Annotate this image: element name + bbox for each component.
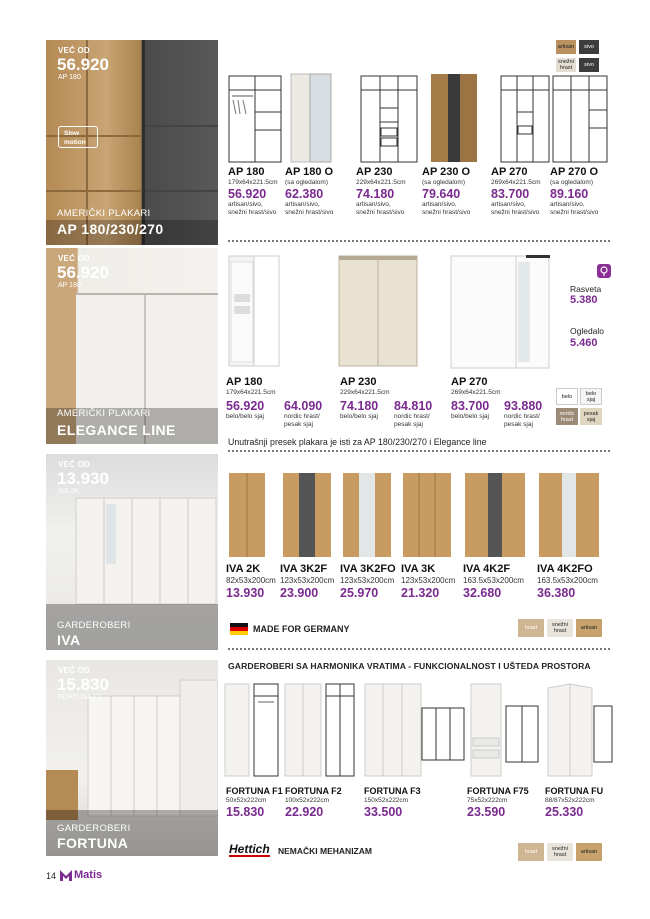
- product-color: snežni hrast/sivo: [491, 208, 540, 216]
- product-price: 56.920: [228, 187, 267, 201]
- section-divider: [228, 240, 610, 242]
- product-name: IVA 3K2F: [280, 563, 328, 575]
- brand-name: Matis: [74, 869, 103, 881]
- product-price: 25.330: [545, 805, 584, 819]
- product-dims: 50x52x222cm: [226, 797, 267, 804]
- product-fortuna-f1: [226, 786, 283, 819]
- product-dims: 100x52x222cm: [285, 797, 330, 804]
- fortuna-f2-drawing: [284, 682, 356, 778]
- germany-flag-icon: [230, 623, 248, 635]
- product-name: IVA 4K2FO: [537, 563, 593, 575]
- product-name: FORTUNA FU: [545, 786, 604, 796]
- product-color: artisan/sivo,: [356, 201, 391, 208]
- light-label: Rasveta: [570, 284, 602, 294]
- product-ap180: [228, 166, 278, 216]
- product-price: 32.680: [463, 586, 502, 600]
- product-dims: 229x64x221.5cm: [356, 179, 406, 186]
- product-ap270o: [550, 166, 598, 216]
- product-color: nordic hrast/: [394, 413, 430, 420]
- swatch-nordic-hrast: nordic hrast: [556, 408, 578, 425]
- category-label: AMERIČKI PLAKARI: [57, 408, 151, 419]
- product-name: AP 180: [226, 376, 263, 388]
- product-name: AP 180: [228, 166, 265, 178]
- iva-3k-photo: [402, 472, 452, 558]
- product-name: IVA 3K2FO: [340, 563, 396, 575]
- product-color: belo/belo sjaj: [340, 413, 378, 420]
- elegance-ap270: [451, 376, 501, 396]
- slow-motion-badge: Slow motion: [58, 126, 98, 148]
- from-price: 56.920: [57, 263, 109, 282]
- product-color: belo/belo sjaj: [451, 413, 489, 420]
- section-divider: [228, 450, 610, 452]
- elegance-ap230-white: [340, 398, 378, 421]
- made-for-germany: MADE FOR GERMANY: [253, 624, 350, 634]
- product-price: 23.900: [280, 586, 319, 600]
- from-model: AP 180: [58, 282, 81, 289]
- swatch-pesak-sjaj: pesak sjaj: [580, 408, 602, 425]
- product-dims: (sa ogledalom): [422, 179, 465, 186]
- category-label: GARDEROBERI: [57, 620, 131, 631]
- product-name: FORTUNA F75: [467, 786, 529, 796]
- product-iva-3k: [401, 563, 455, 600]
- product-name: IVA 3K: [401, 563, 436, 575]
- product-color: pesak sjaj: [504, 420, 533, 428]
- product-name: AP 270: [451, 376, 488, 388]
- elegance-ap270-photo: [450, 252, 550, 370]
- from-price: 56.920: [57, 55, 109, 74]
- ap180o-photo: [290, 72, 332, 164]
- ap270o-interior-drawing: [552, 72, 608, 164]
- product-name: IVA 2K: [226, 563, 261, 575]
- light-price: 5.380: [570, 294, 598, 306]
- product-name: FORTUNA F3: [364, 786, 421, 796]
- from-label: VEĆ OD: [58, 254, 90, 263]
- product-price: 25.970: [340, 586, 379, 600]
- product-fortuna-fu: [545, 786, 603, 819]
- product-color: nordic hrast/: [284, 413, 320, 420]
- product-dims: 163.5x53x200cm: [463, 576, 524, 585]
- product-dims: 75x52x222cm: [467, 797, 508, 804]
- interior-note: Unutrašnji presek plakara je isti za AP 180/230/270 i Elegance line: [228, 437, 487, 447]
- swatch-artisan: artisan: [576, 619, 602, 637]
- elegance-ap230-photo: [338, 254, 418, 368]
- product-name: AP 270 O: [550, 166, 599, 178]
- product-price: 74.180: [356, 187, 395, 201]
- product-color: artisan/sivo,: [285, 201, 320, 208]
- from-price: 13.930: [57, 469, 109, 488]
- product-price: 64.090: [284, 399, 323, 413]
- iva-3k2fo-photo: [342, 472, 392, 558]
- matis-logo-icon: [60, 870, 72, 881]
- elegance-ap270-oak: [504, 398, 542, 428]
- product-color: artisan/sivo,: [491, 201, 526, 208]
- product-price: 21.320: [401, 586, 440, 600]
- swatch-artisan: artisan: [556, 40, 576, 54]
- elegance-ap230: [340, 376, 390, 396]
- elegance-ap180-white: [226, 398, 264, 421]
- section-divider: [228, 648, 610, 650]
- product-ap230o: [422, 166, 470, 216]
- swatch-sivo-2: sivo: [579, 58, 599, 72]
- from-price: 15.830: [57, 675, 109, 694]
- from-model: FORTUNA F1: [58, 694, 102, 701]
- ap270-interior-drawing: [500, 72, 550, 164]
- mirror-price: 5.460: [570, 337, 598, 349]
- elegance-ap180-photo: [228, 254, 280, 368]
- swatch-sivo: sivo: [579, 40, 599, 54]
- swatch-belo: belo: [556, 388, 578, 405]
- product-color: snežni hrast/sivo: [356, 208, 405, 216]
- hettich-logo: Hettich: [229, 842, 270, 856]
- product-iva-3k2f: [280, 563, 334, 600]
- product-name: AP 230: [340, 376, 377, 388]
- product-price: 36.380: [537, 586, 576, 600]
- product-price: 13.930: [226, 586, 265, 600]
- light-icon: [597, 264, 611, 278]
- swatch-snezni-hrast: snežni hrast: [547, 843, 573, 861]
- elegance-ap270-white: [451, 398, 489, 421]
- product-name: FORTUNA F1: [226, 786, 283, 796]
- product-color: artisan/sivo,: [422, 201, 457, 208]
- product-name: AP 270: [491, 166, 528, 178]
- mechanism-label: NEMAČKI MEHANIZAM: [278, 846, 372, 856]
- product-dims: 88/87x52x222cm: [545, 797, 595, 804]
- product-iva-3k2fo: [340, 563, 396, 600]
- product-price: 15.830: [226, 805, 265, 819]
- hero-elegance-line: [46, 248, 218, 444]
- product-dims: 123x53x200cm: [340, 576, 395, 585]
- iva-4k2f-photo: [464, 472, 526, 558]
- product-dims: 269x64x221.5cm: [451, 389, 501, 396]
- product-price: 33.500: [364, 805, 403, 819]
- mirror-label: Ogledalo: [570, 326, 605, 336]
- hero-iva: [46, 454, 218, 650]
- elegance-ap230-oak: [394, 398, 432, 428]
- elegance-ap180: [226, 376, 276, 396]
- fortuna-f3-drawing: [364, 682, 466, 778]
- iva-2k-photo: [228, 472, 266, 558]
- product-color: snežni hrast/sivo: [228, 208, 277, 216]
- product-name: IVA 4K2F: [463, 563, 511, 575]
- swatch-artisan: artisan: [576, 843, 602, 861]
- product-price: 74.180: [340, 399, 379, 413]
- product-color: snežni hrast/sivo: [422, 208, 471, 216]
- product-iva-4k2f: [463, 563, 524, 600]
- category-label: GARDEROBERI: [57, 823, 131, 834]
- product-line-name: ELEGANCE LINE: [57, 422, 176, 438]
- product-price: 84.810: [394, 399, 433, 413]
- product-price: 83.700: [491, 187, 530, 201]
- product-fortuna-f75: [467, 786, 529, 819]
- product-dims: 269x64x221.5cm: [491, 179, 541, 186]
- product-dims: (sa ogledalom): [285, 179, 328, 186]
- product-price: 56.920: [226, 399, 265, 413]
- product-ap270: [491, 166, 541, 216]
- product-iva-2k: [226, 563, 276, 600]
- page-number: 14: [46, 871, 57, 881]
- product-dims: 163.5x53x200cm: [537, 576, 598, 585]
- ap230-interior-drawing: [360, 72, 418, 164]
- product-color: nordic hrast/: [504, 413, 540, 420]
- product-dims: 229x64x221.5cm: [340, 389, 390, 396]
- swatch-snezni-hrast: snežni hrast: [547, 619, 573, 637]
- from-label: VEĆ OD: [58, 460, 90, 469]
- swatch-hrast: hrast: [518, 843, 544, 861]
- fortuna-f75-drawing: [470, 682, 540, 778]
- ap230o-photo: [430, 72, 478, 164]
- iva-4k2fo-photo: [538, 472, 600, 558]
- product-dims: 123x53x200cm: [401, 576, 456, 585]
- product-color: pesak sjaj: [284, 420, 313, 428]
- category-label: AMERIČKI PLAKARI: [57, 208, 151, 219]
- product-color: artisan/sivo,: [228, 201, 263, 208]
- product-name: AP 230: [356, 166, 393, 178]
- swatch-belo-sjaj: belo sjaj: [580, 388, 602, 405]
- product-dims: 82x53x200cm: [226, 576, 276, 585]
- from-label: VEĆ OD: [58, 666, 90, 675]
- from-model: AP 180: [58, 74, 81, 81]
- product-color: snežni hrast/sivo: [285, 208, 334, 216]
- from-model: IVA 2K: [58, 488, 79, 495]
- product-dims: 150x52x222cm: [364, 797, 409, 804]
- product-price: 79.640: [422, 187, 461, 201]
- product-name: AP 180 O: [285, 166, 334, 178]
- product-iva-4k2fo: [537, 563, 598, 600]
- swatch-hrast: hrast: [518, 619, 544, 637]
- product-line-name: IVA: [57, 632, 81, 648]
- fortuna-fu-drawing: [540, 682, 614, 778]
- product-price: 83.700: [451, 399, 490, 413]
- product-price: 62.380: [285, 187, 324, 201]
- elegance-ap180-oak: [284, 398, 322, 428]
- product-ap230: [356, 166, 406, 216]
- hero-ap-plakari: [46, 40, 218, 245]
- product-color: belo/belo sjaj: [226, 413, 264, 420]
- product-dims: 179x64x221.5cm: [226, 389, 276, 396]
- product-dims: 179x64x221.5cm: [228, 179, 278, 186]
- fortuna-f1-drawing: [224, 682, 280, 778]
- product-color: pesak sjaj: [394, 420, 423, 428]
- from-label: VEĆ OD: [58, 46, 90, 55]
- fortuna-heading: GARDEROBERI SA HARMONIKA VRATIMA - FUNKCIONALNOST I UŠTEDA PROSTORA: [228, 661, 591, 671]
- iva-3k2f-photo: [282, 472, 332, 558]
- product-name: FORTUNA F2: [285, 786, 342, 796]
- product-color: snežni hrast/sivo: [550, 208, 599, 216]
- product-name: AP 230 O: [422, 166, 471, 178]
- product-line-name: AP 180/230/270: [57, 221, 164, 237]
- product-price: 89.160: [550, 187, 589, 201]
- product-color: artisan/sivo,: [550, 201, 585, 208]
- product-dims: (sa ogledalom): [550, 179, 593, 186]
- product-fortuna-f3: [364, 786, 421, 819]
- product-ap180o: [285, 166, 333, 216]
- hero-fortuna: [46, 660, 218, 856]
- product-line-name: FORTUNA: [57, 835, 129, 851]
- ap180-interior-drawing: [228, 72, 282, 164]
- product-price: 23.590: [467, 805, 506, 819]
- product-price: 22.920: [285, 805, 324, 819]
- product-fortuna-f2: [285, 786, 342, 819]
- swatch-snezni-hrast: snežni hrast: [556, 58, 576, 72]
- product-dims: 123x53x200cm: [280, 576, 335, 585]
- product-price: 93.880: [504, 399, 543, 413]
